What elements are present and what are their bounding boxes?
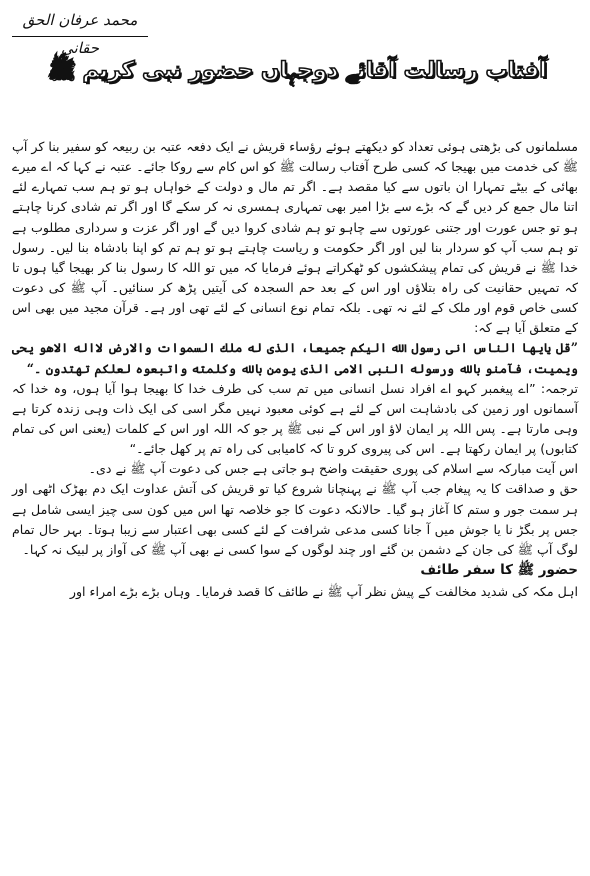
body-paragraph: اہل مکہ کی شدید مخالفت کے پیش نظر آپ ﷺ نے طائف کا قصد فرمایا۔ وہاں بڑے بڑے امراء اور xyxy=(69,583,578,599)
body-paragraph: حق و صداقت کا یہ پیغام جب آپ ﷺ نے پہنچانا شروع کیا تو قریش کی آتش عداوت ایک دم بھڑک اٹھی اور ہر سمت جور و ستم کا آغاز ہو گیا۔ حالانکہ دعوت کا جو خلاصہ تھا اس میں کون سی چیز ایسی شامل ہے جس پر بگڑ نا یا جوش میں آ جانا کسی مدعی شرافت کے لئے کسی بھی اعتبار سے زیبا ہوتا۔ بہر حال تمام لوگ آپ ﷺ کی جان کے دشمن بن گئے اور چند لوگوں کے سوا کسی نے بھی آپ ﷺ کی آواز پر لبیک نہ کہا۔ xyxy=(12,481,578,557)
quran-verse: ”قل يايها الناس انى رسول الله اليكم جميعا، الذى له ملك السموات والارض لااله الاهو يحى ويميت، فآمنو بالله ورسوله النبى الامى الذى يومن بالله وكلمته واتبعوه لعلكم تهتدون ۔“ xyxy=(12,340,578,376)
author-underline xyxy=(12,36,148,37)
verse-translation: ترجمہ: ”اے پیغمبر کہو اے افراد نسل انسانی میں تم سب کی طرف خدا کا بھیجا ہوا آیا ہوں، وہ خدا کہ آسمانوں اور زمین کی بادشاہت اس کے لئے ہے کوئی معبود نہیں مگر اسی کی ایک ذات وہی زندہ کرتا ہے وہی مارتا ہے۔ پس اللہ پر ایمان لاؤ اور اس کے نبی ﷺ پر جو کہ اللہ اور اس کے کلمات (یعنی اس کی تمام کتابوں) پر ایمان رکھتا ہے۔ اس کی پیروی کرو تا کہ کامیابی کی راہ تم پر کھل جائے۔“ xyxy=(12,380,578,457)
title-banner xyxy=(48,50,547,94)
body-paragraph: اس آیت مبارکہ سے اسلام کی پوری حقیقت واضح ہو جاتی ہے جس کی دعوت آپ ﷺ نے دی۔ xyxy=(88,461,578,477)
article-title: آفتاب رسالت آقائے دوجہاں حضور نبی کریم ﷺ xyxy=(48,58,547,83)
section-heading: حضور ﷺ کا سفر طائف xyxy=(420,561,578,578)
article-body xyxy=(12,137,578,602)
body-paragraph: مسلمانوں کی بڑھتی ہوئی تعداد کو دیکھتے ہوئے رؤساء قریش نے ایک دفعہ عتبہ بن ربیعہ کو سفیر بنا کر آپ ﷺ کی خدمت میں بھیجا کہ کسی طرح آفتاب رسالت ﷺ کو اس کام سے روکا جائے۔ عتبہ نے کہا کہ اے میرے بھائی کے بیٹے تمہارا ان باتوں سے کیا مقصد ہے۔ اگر تم مال و دولت کے خواہاں ہو تو ہم سب تمہارے لئے اتنا مال جمع کر دیں گے کہ بڑے سے بڑا امیر بھی تمہاری ہمسری نہ کر سکے گا اور اگر تم شادی کرنا چاہتے ہو تو جس عورت اور جتنی عورتوں سے چاہو تو ہم شادی کروا دیں گے اور اگر عزت و سرداری مطلوب ہے تو ہم سب آپ کو سردار بنا لیں اور اگر حکومت و ریاست چاہتے ہو تو ہم تم کو اپنا بادشاہ بنا لیں۔ رسول خدا ﷺ نے قریش کی تمام پیشکشوں کو ٹھکراتے ہوئے فرمایا کہ میں تو اللہ کا رسول بنا کر بھیجا گیا ہوں تا کہ تمہیں حقانیت کی راہ بتلاؤں اور اس کے بعد حم السجدہ کی آیتیں پڑھ کر سنائیں۔ آپ ﷺ کی دعوت کسی خاص قوم اور ملک کے لئے نہ تھی۔ بلکہ تمام نوع انسانی کے لئے تھی اور ہے۔ قرآن مجید میں بھی اس کے متعلق آیا ہے کہ: xyxy=(12,139,578,336)
author-name: محمد عرفان الحق حقانی xyxy=(22,11,138,57)
